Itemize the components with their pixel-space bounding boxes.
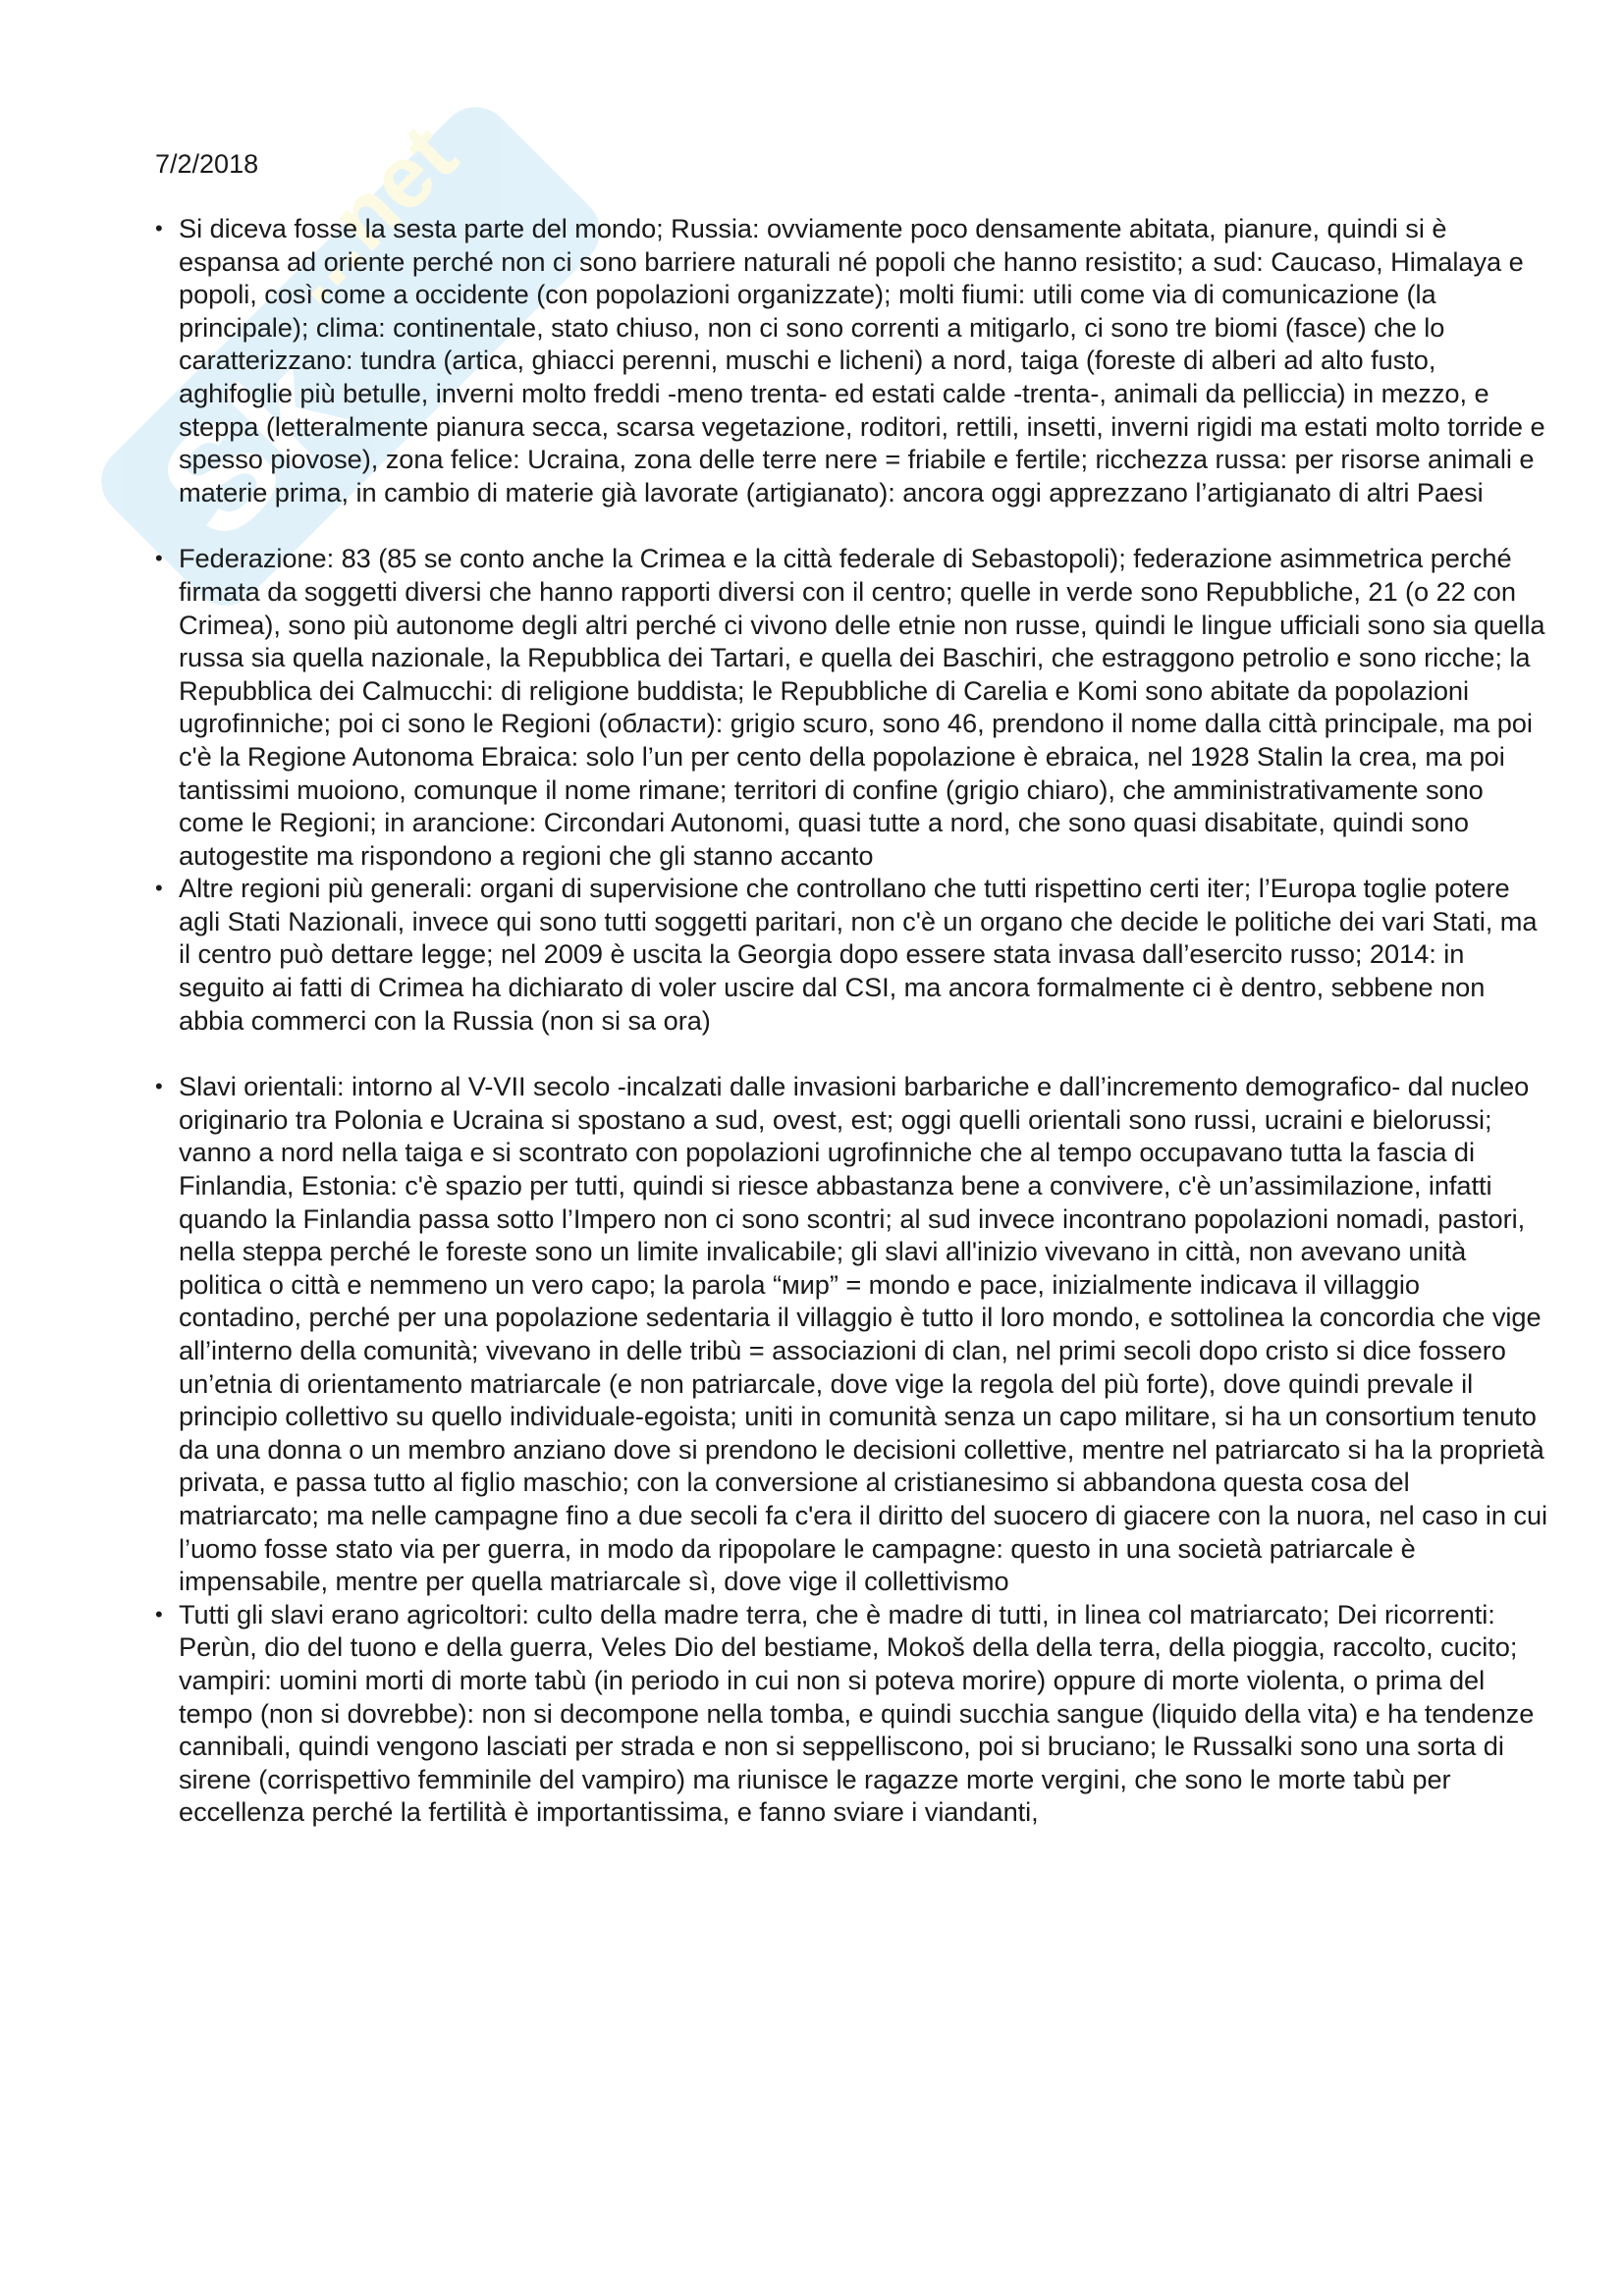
- note-paragraph: • Altre regioni più generali: organi di supervisione che controllano che tutti rispettino certi iter; l’Europa toglie potere agli Stati Nazionali, invece qui sono tutti soggetti paritari, non c'è un organo che decide le politiche dei vari Stati, ma il centro può dettare legge; nel 2009 è uscita la Georgia dopo essere stata invasa dall’esercito russo; 2014: in seguito ai fatti di Crimea ha dichiarato di voler uscire dal CSI, ma ancora formalmente ci è dentro, sebbene non abbia commerci con la Russia (non si sa ora): [155, 872, 1549, 1037]
- note-paragraph: • Slavi orientali: intorno al V-VII secolo -incalzati dalle invasioni barbariche e dall’incremento demografico- dal nucleo originario tra Polonia e Ucraina si spostano a sud, ovest, est; oggi quelli orientali sono russi, ucraini e bielorussi; vanno a nord nella taiga e si scontrato con popolazioni ugrofinniche che al tempo occupavano tutta la fascia di Finlandia, Estonia: c'è spazio per tutti, quindi si riesce abbastanza bene a convivere, c'è un’assimilazione, infatti quando la Finlandia passa sotto l’Impero non ci sono scontri; al sud invece incontrano popolazioni nomadi, pastori, nella steppa perché le foreste sono un limite invalicabile; gli slavi all'inizio vivevano in città, non avevano unità politica o città e nemmeno un vero capo; la parola “мир” = mondo e pace, inizialmente indicava il villaggio contadino, perché per una popolazione sedentaria il villaggio è tutto il loro mondo, e sottolinea la concordia che vige all’interno della comunità; vivevano in delle tribù = associazioni di clan, nel primi secoli dopo cristo si dice fossero un’etnia di orientamento matriarcale (e non patriarcale, dove vige la regola del più forte), dove quindi prevale il principio collettivo su quello individuale-egoista; uniti in comunità senza un capo militare, si ha un consortium tenuto da una donna o un membro anziano dove si prendono le decisioni collettive, mentre nel patriarcato si ha la proprietà privata, e passa tutto al figlio maschio; con la conversione al cristianesimo si abbandona questa cosa del matriarcato; ma nelle campagne fino a due secoli fa c'era il diritto del suocero di giacere con la nuora, nel caso in cui l’uomo fosse stato via per guerra, in modo da ripopolare le campagne: questo in una società patriarcale è impensabile, mentre per quella matriarcale sì, dove vige il collettivismo: [155, 1070, 1549, 1598]
- watermark-secondary-text: ...net: [260, 106, 476, 322]
- notes-list: [155, 212, 1549, 1829]
- document-date: 7/2/2018: [155, 149, 259, 179]
- note-paragraph: • Tutti gli slavi erano agricoltori: culto della madre terra, che è madre di tutti, in linea col matriarcato; Dei ricorrenti: Perùn, dio del tuono e della guerra, Veles Dio del bestiame, Mokoš della della terra, della pioggia, raccolto, cucito; vampiri: uomini morti di morte tabù (in periodo in cui non si poteva morire) oppure di morte violenta, o prima del tempo (non si dovrebbe): non si decompone nella tomba, e quindi succhia sangue (liquido della vita) e ha tendenze cannibali, quindi vengono lasciati per strada e non si seppelliscono, poi si bruciano; le Russalki sono una sorta di sirene (corrispettivo femminile del vampiro) ma riunisce le ragazze morte vergini, che sono le morte tabù per eccellenza perché la fertilità è importantissima, e fanno sviare i viandanti,: [155, 1598, 1549, 1829]
- note-paragraph: • Si diceva fosse la sesta parte del mondo; Russia: ovviamente poco densamente abitata, pianure, quindi si è espansa ad oriente perché non ci sono barriere naturali né popoli che hanno resistito; a sud: Caucaso, Himalaya e popoli, così come a occidente (con popolazioni organizzate); molti fiumi: utili come via di comunicazione (la principale); clima: continentale, stato chiuso, non ci sono correnti a mitigarlo, ci sono tre biomi (fasce) che lo caratterizzano: tundra (artica, ghiacci perenni, muschi e licheni) a nord, taiga (foreste di alberi ad alto fusto, aghifoglie più betulle, inverni molto freddi -meno trenta- ed estati calde -trenta-, animali da pelliccia) in mezzo, e steppa (letteralmente pianura secca, scarsa vegetazione, roditori, rettili, insetti, inverni rigidi ma estati molto torride e spesso piovose), zona felice: Ucraina, zona delle terre nere = friabile e fertile; ricchezza russa: per risorse animali e materie prima, in cambio di materie già lavorate (artigianato): ancora oggi apprezzano l’artigianato di altri Paesi: [155, 212, 1549, 508]
- watermark-primary-text: Sk: [128, 325, 372, 570]
- note-paragraph: • Federazione: 83 (85 se conto anche la Crimea e la città federale di Sebastopoli); federazione asimmetrica perché firmata da soggetti diversi che hanno rapporti diversi con il centro; quelle in verde sono Repubbliche, 21 (o 22 con Crimea), sono più autonome degli altri perché ci vivono delle etnie non russe, quindi le lingue ufficiali sono sia quella russa sia quella nazionale, la Repubblica dei Tartari, e quella dei Baschiri, che estraggono petrolio e sono ricche; la Repubblica dei Calmucchi: di religione buddista; le Repubbliche di Carelia e Komi sono abitate da popolazioni ugrofinniche; poi ci sono le Regioni (области): grigio scuro, sono 46, prendono il nome dalla città principale, ma poi c'è la Regione Autonoma Ebraica: solo l’un per cento della popolazione è ebraica, nel 1928 Stalin la crea, ma poi tantissimi muoiono, comunque il nome rimane; territori di confine (grigio chiaro), che amministrativamente sono come le Regioni; in arancione: Circondari Autonomi, quasi tutte a nord, che sono quasi disabitate, quindi sono autogestite ma rispondono a regioni che gli stanno accanto: [155, 542, 1549, 872]
- document-page: [155, 147, 1549, 1829]
